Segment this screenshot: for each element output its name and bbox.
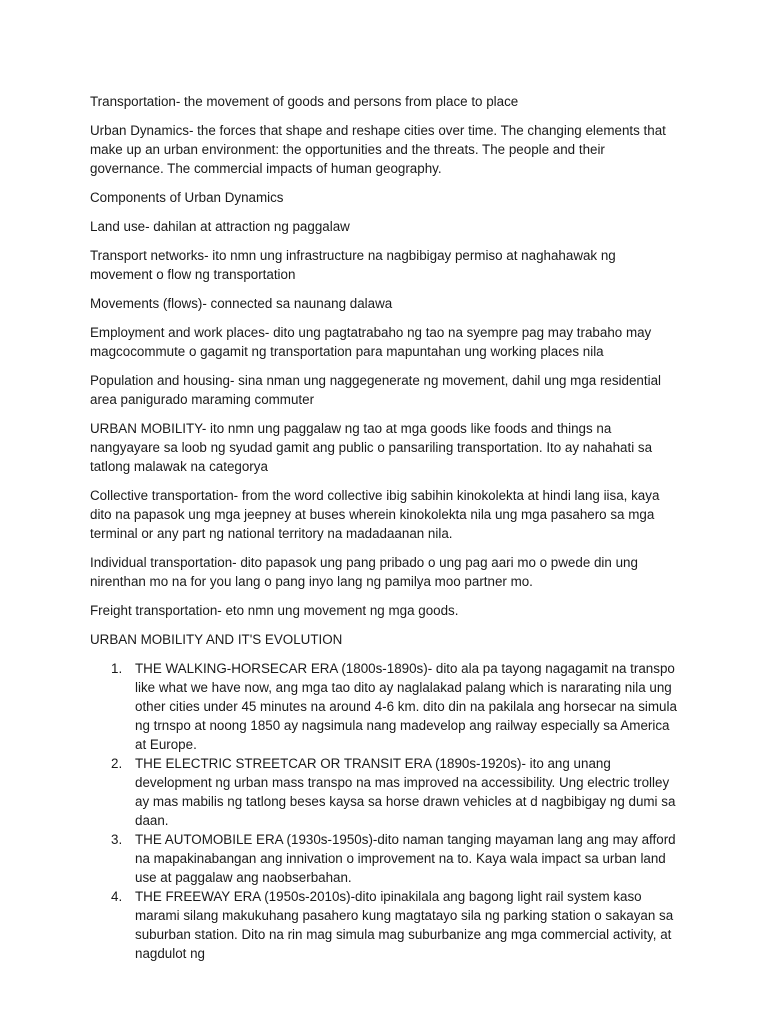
paragraph-land-use: Land use- dahilan at attraction ng paggalaw: [90, 219, 350, 234]
list-item-text: THE ELECTRIC STREETCAR OR TRANSIT ERA (1890s-1920s)- ito ang unang development ng urban mass transpo na mas improved na accessibility. Ung electric trolley ay mas mabilis ng tatlong beses kaysa sa horse drawn vehicles at d nagbibigay ng dumi sa daan.: [135, 756, 676, 828]
paragraph-collective-transportation: Collective transportation- from the word collective ibig sabihin kinokolekta at hindi lang iisa, kaya dito na papasok ung mga jeepney at buses wherein kinokolekta nila ung mga pasahero sa mga terminal or any part ng national territory na madadaanan nila.: [90, 488, 660, 541]
paragraph-urban-dynamics: Urban Dynamics- the forces that shape and reshape cities over time. The changing elements that make up an urban environment: the opportunities and the threats. The people and their governance. The commercial impacts of human geography.: [90, 123, 666, 176]
paragraph-components-heading: Components of Urban Dynamics: [90, 190, 284, 205]
list-item-number: 3.: [111, 832, 123, 847]
list-item-text: THE AUTOMOBILE ERA (1930s-1950s)-dito naman tanging mayaman lang ang may afford na mapakinabangan ang innivation o improvement na to. Kaya wala impact sa urban land use at paggalaw ang naobserbahan.: [135, 832, 676, 885]
list-item: [90, 887, 680, 963]
paragraph-movements: Movements (flows)- connected sa naunang dalawa: [90, 296, 393, 311]
paragraph-individual-transportation: Individual transportation- dito papasok ung pang pribado o ung pag aari mo o pwede din ung nirenthan mo na for you lang o pang inyo lang ng pamilya moo partner mo.: [90, 555, 638, 589]
list-item-text: THE WALKING-HORSECAR ERA (1800s-1890s)- dito ala pa tayong nagagamit na transpo like what we have now, ang mga tao dito ay naglalakad palang which is nararating nila ung other cities under 45 minutes na around 4-6 km. dito din na pakilala ang horsecar na simula ng trnspo at noong 1850 ay nagsimula nang madevelop ang railway especially sa America at Europe.: [135, 661, 677, 752]
list-item-number: 4.: [111, 889, 123, 904]
list-item: [90, 659, 680, 754]
list-item-number: 1.: [111, 661, 123, 676]
document-page: [90, 92, 680, 963]
paragraph-transport-networks: Transport networks- ito nmn ung infrastructure na nagbibigay permiso at naghahawak ng movement o flow ng transportation: [90, 248, 616, 282]
list-item-text: THE FREEWAY ERA (1950s-2010s)-dito ipinakilala ang bagong light rail system kaso marami silang makukuhang pasahero kung magtatayo sila ng parking station o sakayan sa suburban station. Dito na rin mag simula mag suburbanize ang mga commercial activity, at nagdulot ng: [135, 889, 674, 961]
paragraph-freight-transportation: Freight transportation- eto nmn ung movement ng mga goods.: [90, 603, 459, 618]
list-item: [90, 830, 680, 887]
paragraph-employment: Employment and work places- dito ung pagtatrabaho ng tao na syempre pag may trabaho may magcocommute o gagamit ng transportation para mapuntahan ung working places nila: [90, 325, 652, 359]
list-item-number: 2.: [111, 756, 123, 771]
paragraph-urban-mobility: URBAN MOBILITY- ito nmn ung paggalaw ng tao at mga goods like foods and things na nangyayare sa loob ng syudad gamit ang public o pansariling transportation. Ito ay nahahati sa tatlong malawak na categorya: [90, 421, 653, 474]
evolution-list: [90, 659, 680, 963]
paragraph-evolution-heading: URBAN MOBILITY AND IT'S EVOLUTION: [90, 632, 343, 647]
paragraph-transportation: Transportation- the movement of goods and persons from place to place: [90, 94, 519, 109]
list-item: [90, 754, 680, 830]
paragraph-population: Population and housing- sina nman ung naggegenerate ng movement, dahil ung mga residential area panigurado maraming commuter: [90, 373, 661, 407]
